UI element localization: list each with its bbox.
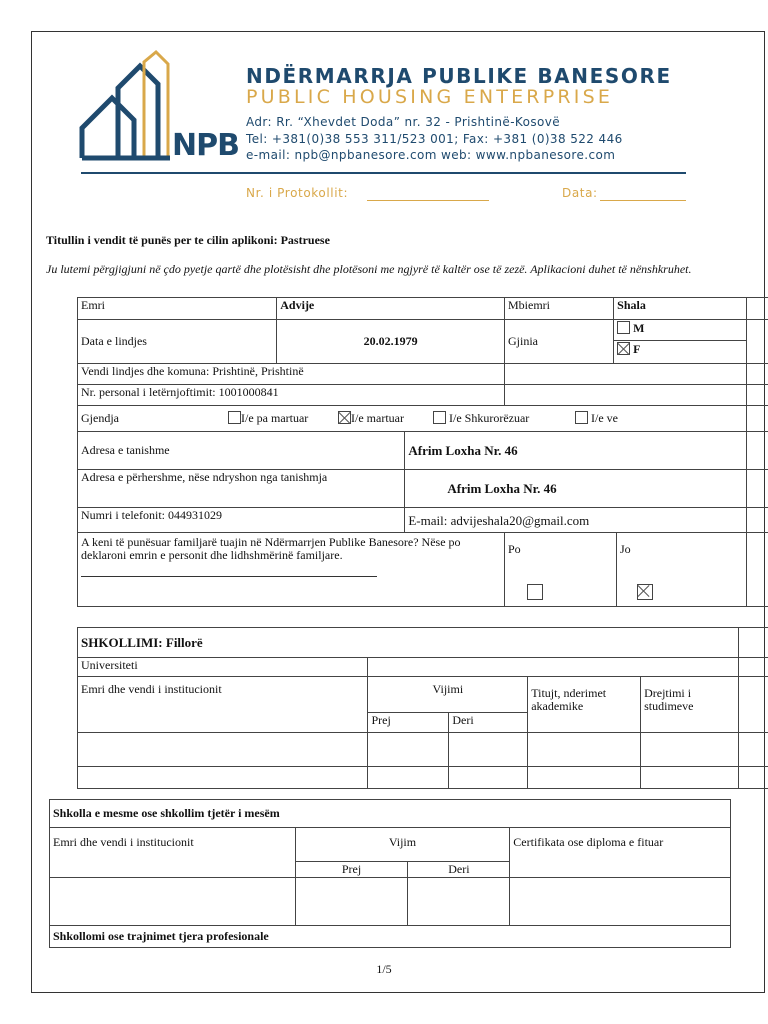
secondary-attendance-label: Vijim: [295, 828, 510, 862]
name-value: Advije: [277, 298, 505, 320]
status-widowed-option[interactable]: I/e ve: [575, 411, 618, 425]
secondary-title: Shkolla e mesme ose shkollim tjetër i mesëm: [50, 800, 731, 828]
birthdate-value: 20.02.1979: [277, 320, 505, 364]
secondary-institution-label: Emri dhe vendi i institucionit: [50, 828, 296, 878]
status-divorced-option[interactable]: I/e Shkurorëzuar: [433, 411, 529, 425]
secondary-to-label: Deri: [408, 862, 510, 878]
org-email-web: e-mail: npb@npbanesore.com web: www.npbanesore.com: [246, 148, 616, 162]
no-checkbox[interactable]: [637, 584, 653, 600]
secondary-table: [49, 799, 731, 948]
personal-table: [77, 297, 768, 607]
attendance-label: Vijimi: [368, 677, 528, 713]
education-table: [77, 627, 768, 789]
relatives-question: A keni të punësuar familjarë tuajin në Ndërmarrjen Publike Banesore? Nëse po deklaroni emrin e personit dhe lidhshmërinë familjare.: [81, 535, 461, 562]
surname-value: Shala: [614, 298, 747, 320]
header-divider: [81, 172, 686, 174]
org-address: Adr: Rr. “Xhevdet Doda” nr. 32 - Prishtinë-Kosovë: [246, 115, 561, 129]
gender-m-option[interactable]: M: [614, 320, 746, 341]
id-number: Nr. personal i letërnjoftimit: 1001000841: [78, 385, 505, 406]
from-label: Prej: [368, 713, 449, 733]
birthdate-label: Data e lindjes: [78, 320, 277, 364]
school-label: SHKOLLIMI: Fillorë: [78, 628, 739, 658]
yes-label: Po: [508, 542, 521, 556]
address-label: Adresa e tanishme: [78, 432, 405, 470]
gender-f-checkbox[interactable]: [617, 342, 630, 355]
birthplace: Vendi lindjes dhe komuna: Prishtinë, Prishtinë: [78, 364, 505, 385]
status-married-checkbox[interactable]: [338, 411, 351, 424]
perm-address-label: Adresa e përhershme, nëse ndryshon nga tanishmja: [78, 470, 405, 508]
professional-label: Shkollomi ose trajnimet tjera profesionale: [50, 926, 731, 948]
date-label: Data:: [562, 186, 598, 200]
education-row: [78, 733, 368, 767]
surname-label: Mbiemri: [505, 298, 614, 320]
to-label: Deri: [449, 713, 528, 733]
email: E-mail: advijeshala20@gmail.com: [405, 508, 747, 533]
education-row: [78, 767, 368, 789]
secondary-from-label: Prej: [295, 862, 408, 878]
status-divorced-checkbox[interactable]: [433, 411, 446, 424]
certificate-label: Certifikata ose diploma e fituar: [510, 828, 731, 878]
org-phone: Tel: +381(0)38 553 311/523 001; Fax: +381 (0)38 522 446: [246, 132, 623, 146]
university-label: Universiteti: [78, 658, 368, 677]
phone-number: Numri i telefonit: 044931029: [78, 508, 405, 533]
logo-text: NPB: [172, 128, 239, 163]
gender-label: Gjinia: [505, 320, 614, 364]
yes-checkbox[interactable]: [527, 584, 543, 600]
status-label: Gjendja: [81, 411, 119, 425]
institution-label: Emri dhe vendi i institucionit: [78, 677, 368, 733]
protocol-line: [367, 200, 489, 201]
no-label: Jo: [620, 542, 631, 556]
name-label: Emri: [78, 298, 277, 320]
field-label: Drejtimi i studimeve: [641, 677, 739, 733]
status-married-option[interactable]: I/e martuar: [338, 411, 404, 425]
relatives-answer-line: [81, 576, 377, 577]
address-value: Afrim Loxha Nr. 46: [405, 432, 747, 470]
secondary-row: [50, 878, 296, 926]
gender-f-option[interactable]: F: [614, 341, 746, 362]
status-single-option[interactable]: I/e pa martuar: [228, 411, 308, 425]
status-single-checkbox[interactable]: [228, 411, 241, 424]
degrees-label: Titujt, nderimet akademike: [528, 677, 641, 733]
instructions: Ju lutemi përgjigjuni në çdo pyetje qartë dhe plotësisht dhe plotësoni me ngjyrë të kaltër ose të zezë. Aplikacioni duhet të nënshkruhet.: [46, 262, 692, 276]
job-title: Titullin i vendit të punës per te cilin aplikoni: Pastruese: [46, 233, 330, 247]
perm-address-value: Afrim Loxha Nr. 46: [405, 470, 747, 508]
page-number: 1/5: [376, 962, 392, 976]
date-line: [600, 200, 686, 201]
org-subtitle: PUBLIC HOUSING ENTERPRISE: [246, 86, 614, 108]
gender-m-checkbox[interactable]: [617, 321, 630, 334]
protocol-label: Nr. i Protokollit:: [246, 186, 349, 200]
org-title: NDËRMARRJA PUBLIKE BANESORE: [246, 64, 672, 88]
status-widowed-checkbox[interactable]: [575, 411, 588, 424]
